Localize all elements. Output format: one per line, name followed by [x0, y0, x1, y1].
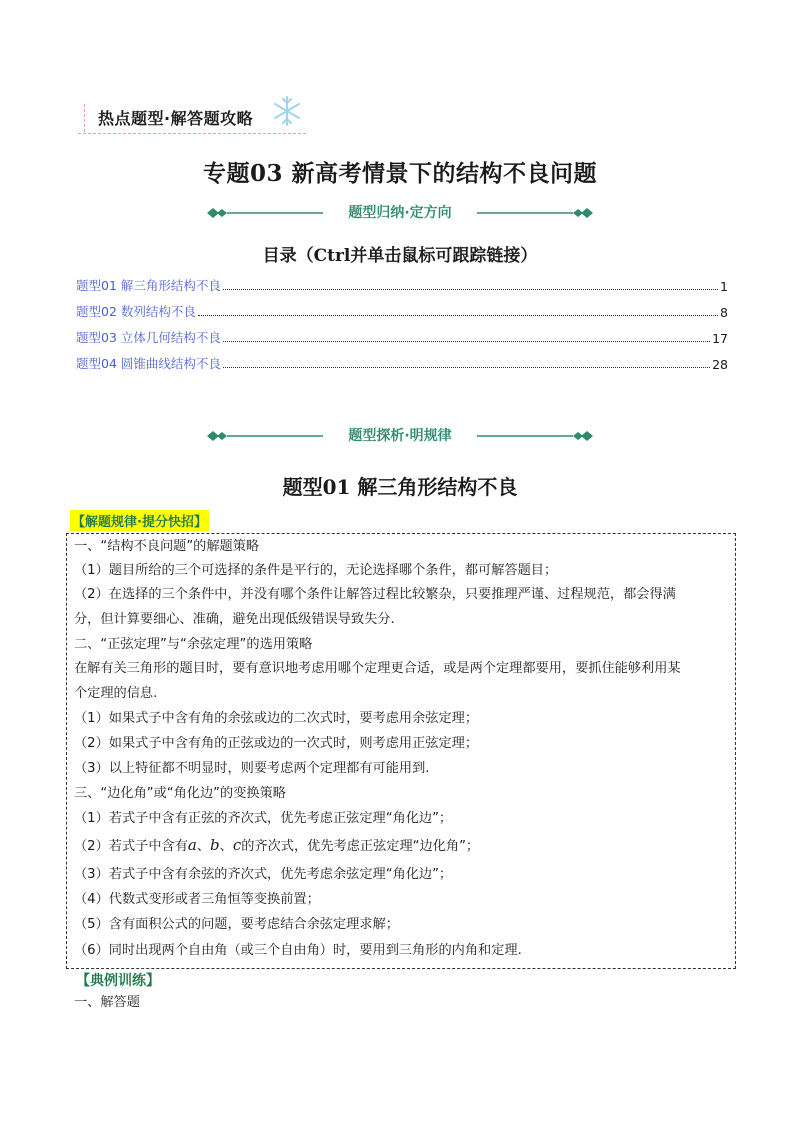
header-tag-text: 热点题型·解答题攻略 [98, 109, 254, 128]
examples-tag: 【典例训练】 [76, 973, 160, 989]
variable-b: b [210, 836, 220, 854]
toc-item-page: 1 [720, 279, 728, 294]
snowflake-icon [270, 94, 304, 128]
tips-line [74, 836, 479, 856]
page-title: 专题03 新高考情景下的结构不良问题 [202, 160, 597, 187]
toc-leader [198, 315, 718, 316]
toc-item[interactable] [76, 276, 728, 294]
tips-line: （1）如果式子中含有角的余弦或边的二次式时，要考虑用余弦定理； [74, 711, 479, 726]
tips-line: （2）如果式子中含有角的正弦或边的一次式时，则考虑用正弦定理； [74, 736, 479, 751]
section-title: 题型01 解三角形结构不良 [282, 475, 518, 499]
tips-line: 二、“正弦定理”与“余弦定理”的选用策略 [74, 637, 313, 652]
toc-title: 目录（Ctrl并单击鼠标可跟踪链接） [262, 246, 538, 266]
toc-item[interactable] [76, 302, 728, 320]
tips-line: （5）含有面积公式的问题，要考虑结合余弦定理求解； [74, 917, 399, 932]
header-divider [84, 104, 85, 132]
toc-item[interactable] [76, 354, 728, 372]
toc-item[interactable] [76, 328, 728, 346]
toc-item-page: 17 [712, 331, 728, 346]
toc-item-label[interactable]: 题型02 数列结构不良 [76, 304, 196, 319]
toc-leader [223, 341, 710, 342]
ribbon-label-2: 题型探析·明规律 [348, 428, 452, 444]
tips-tag: 【解题规律·提分快招】 [70, 510, 209, 531]
tips-line: （6）同时出现两个自由角（或三个自由角）时，要用到三角形的内角和定理. [74, 943, 522, 958]
toc-item-label[interactable]: 题型04 圆锥曲线结构不良 [76, 356, 221, 371]
tips-line: 一、“结构不良问题”的解题策略 [74, 539, 260, 554]
tips-line: 三、“边化角”或“角化边”的变换策略 [74, 786, 286, 801]
section-ribbon-1 [205, 203, 595, 223]
header-tag [78, 100, 308, 136]
question-type: 一、解答题 [74, 995, 140, 1010]
tips-line: （4）代数式变形或者三角恒等变换前置； [74, 892, 320, 907]
toc-item-label[interactable]: 题型03 立体几何结构不良 [76, 330, 221, 345]
variable-c: c [232, 836, 242, 854]
tips-line: （3）以上特征都不明显时，则要考虑两个定理都有可能用到. [74, 761, 430, 776]
variable-a: a [187, 836, 197, 854]
separator: 、 [219, 839, 233, 854]
section-ribbon-2 [205, 426, 595, 446]
tips-line-prefix: （2）若式子中含有 [74, 839, 188, 854]
tips-line: 在解有关三角形的题目时，要有意识地考虑用哪个定理更合适，或是两个定理都要用，要抓住能够利用某 [74, 661, 681, 676]
tips-line: 分，但计算要细心、准确，避免出现低级错误导致失分. [74, 612, 395, 627]
tips-line: 个定理的信息. [74, 686, 158, 701]
ribbon-label-1: 题型归纳·定方向 [348, 205, 452, 221]
toc-item-page: 28 [712, 357, 728, 372]
header-underline [78, 133, 306, 134]
toc-item-label[interactable]: 题型01 解三角形结构不良 [76, 278, 221, 293]
toc-leader [223, 367, 710, 368]
tips-line: （3）若式子中含有余弦的齐次式，优先考虑余弦定理“角化边”； [74, 867, 453, 882]
tips-line-suffix: 的齐次式，优先考虑正弦定理“边化角”； [241, 839, 480, 854]
separator: 、 [196, 839, 211, 854]
tips-line: （1）题目所给的三个可选择的条件是平行的，无论选择哪个条件，都可解答题目； [74, 563, 558, 578]
tips-line: （1）若式子中含有正弦的齐次式，优先考虑正弦定理“角化边”； [74, 811, 453, 826]
toc-item-page: 8 [720, 305, 728, 320]
tips-line: （2）在选择的三个条件中，并没有哪个条件让解答过程比较繁杂，只要推理严谨、过程规范，都会得满 [74, 587, 676, 602]
toc-leader [223, 289, 718, 290]
